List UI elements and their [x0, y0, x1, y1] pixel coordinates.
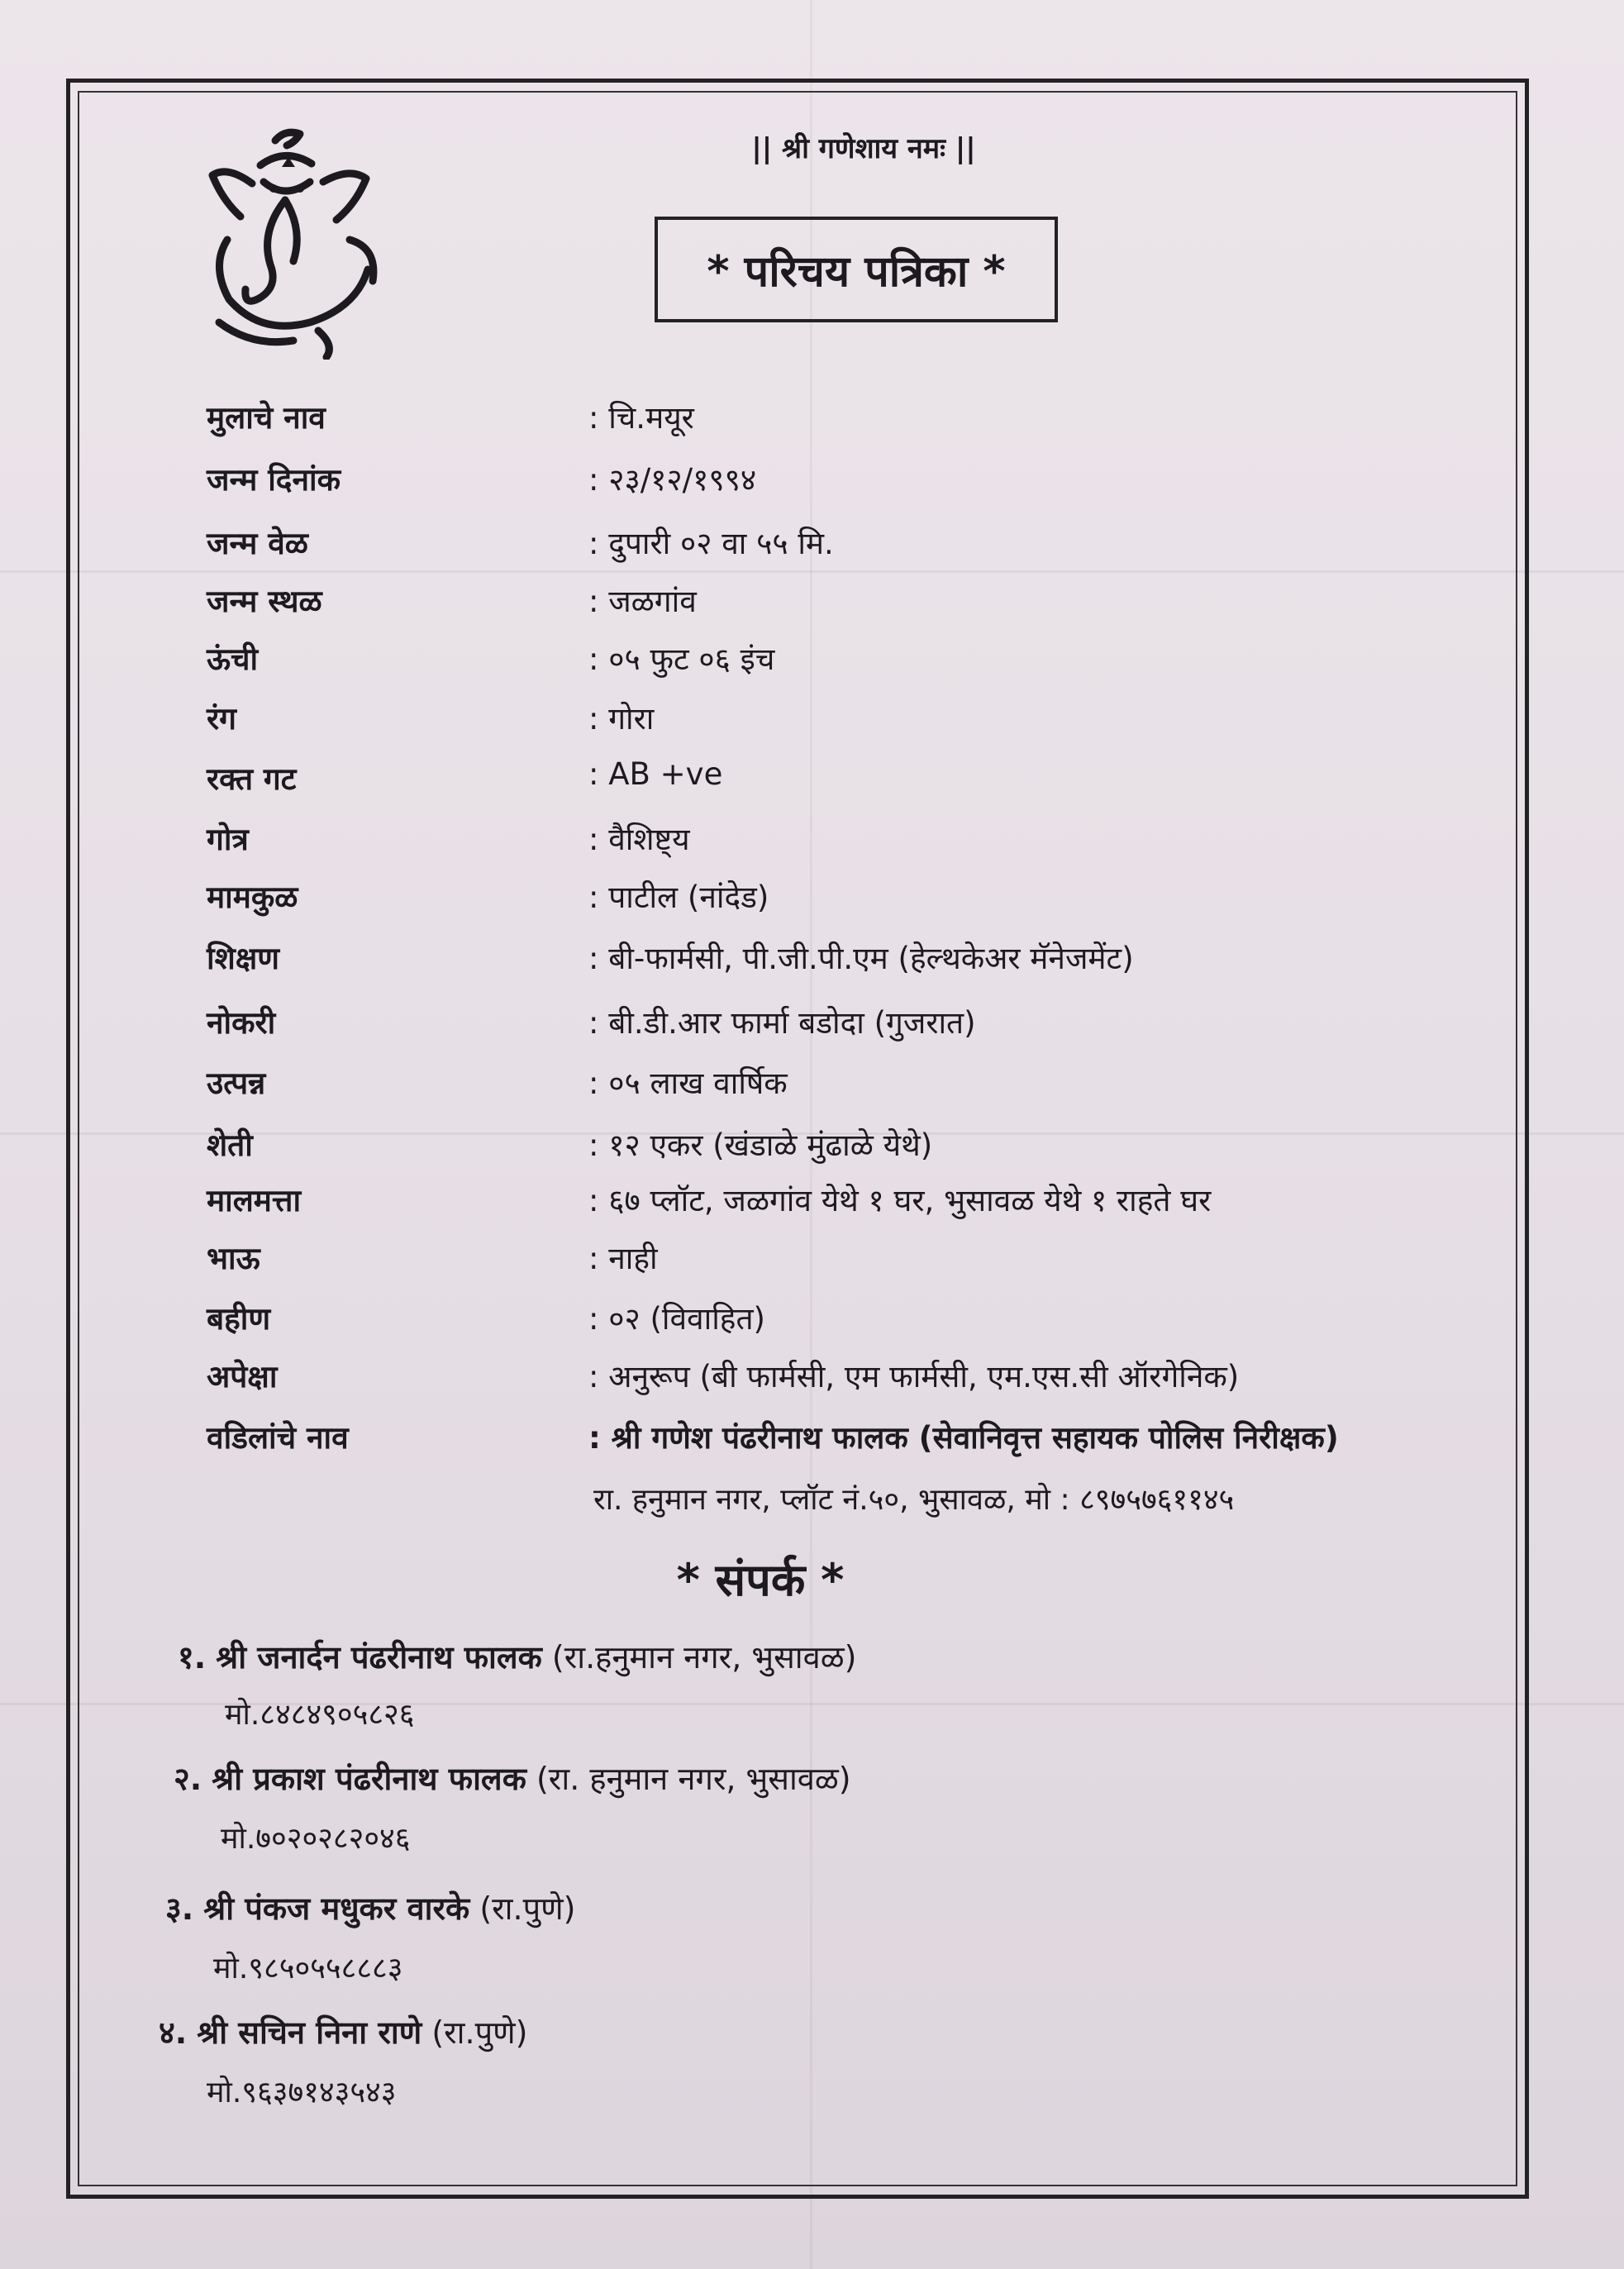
detail-value: : बी-फार्मसी, पी.जी.पी.एम (हेल्थकेअर मॅनेजमेंट): [588, 941, 1134, 976]
detail-label: जन्म स्थळ: [207, 584, 322, 619]
detail-row: [0, 1415, 1624, 1465]
ganesha-logo-icon: [202, 124, 393, 360]
detail-row: [0, 1354, 1624, 1404]
detail-value: : श्री गणेश पंढरीनाथ फालक (सेवानिवृत्त सहायक पोलिस निरीक्षक): [588, 1420, 1339, 1456]
detail-value: : ०५ लाख वार्षिक: [588, 1065, 788, 1101]
detail-value: : दुपारी ०२ वा ५५ मि.: [588, 526, 834, 561]
contact-entry: [165, 1886, 1240, 1929]
detail-row: [0, 817, 1624, 866]
contact-place: (रा.पुणे): [431, 2014, 528, 2051]
detail-label: भाऊ: [207, 1241, 260, 1276]
detail-row: [0, 696, 1624, 746]
detail-label: बहीण: [207, 1301, 271, 1337]
contact-number: ४.: [159, 2014, 188, 2051]
detail-row: [0, 395, 1624, 445]
contact-entry: [159, 2010, 1233, 2053]
detail-row: [0, 936, 1624, 985]
detail-value: : AB +ve: [588, 756, 723, 792]
detail-value: : ०५ फुट ०६ इंच: [588, 641, 775, 677]
contact-entry: [178, 1635, 1252, 1678]
contact-number: १.: [178, 1639, 207, 1676]
detail-label: रंग: [207, 701, 236, 736]
detail-row: [0, 1123, 1624, 1172]
contact-name: श्री पंकज मधुकर वारके: [203, 1890, 470, 1927]
detail-label: शेती: [207, 1127, 253, 1163]
contact-phone: मो.९६३७१४३५४३: [207, 2076, 397, 2109]
detail-value: : चि.मयूर: [588, 400, 694, 436]
detail-label: वडिलांचे नाव: [207, 1420, 349, 1456]
detail-row: [0, 636, 1624, 686]
detail-label: मामकुळ: [207, 879, 298, 915]
contact-phone: मो.८४८४९०५८२६: [225, 1698, 415, 1732]
contact-number: ३.: [165, 1890, 194, 1927]
father-address: रा. हनुमान नगर, प्लॉट नं.५०, भुसावळ, मो : ८९७५७६११४५: [593, 1483, 1235, 1517]
detail-label: मुलाचे नाव: [207, 400, 326, 436]
detail-label: गोत्र: [207, 822, 249, 857]
invocation-text: || श्री गणेशाय नमः ||: [751, 132, 976, 165]
detail-row: [0, 875, 1624, 924]
contact-name: श्री प्रकाश पंढरीनाथ फालक: [212, 1761, 526, 1797]
detail-value: : वैशिष्ट्य: [588, 822, 690, 857]
detail-value: : गोरा: [588, 701, 655, 736]
detail-label: अपेक्षा: [207, 1359, 278, 1394]
detail-row: [0, 1000, 1624, 1050]
detail-row: [0, 457, 1624, 507]
detail-value: : बी.डी.आर फार्मा बडोदा (गुजरात): [588, 1005, 976, 1041]
detail-label: नोकरी: [207, 1005, 276, 1041]
detail-value: : २३/१२/१९९४: [588, 462, 757, 498]
detail-label: शिक्षण: [207, 941, 280, 976]
contact-phone: मो.९८५०५५८८८३: [213, 1952, 403, 1985]
detail-label: मालमत्ता: [207, 1183, 302, 1218]
detail-row: [0, 1178, 1624, 1227]
detail-row: [0, 1061, 1624, 1110]
contact-place: (रा.पुणे): [479, 1890, 576, 1927]
detail-value: : जळगांव: [588, 584, 697, 619]
detail-row: [0, 521, 1624, 570]
contact-number: २.: [174, 1761, 202, 1797]
detail-value: : अनुरूप (बी फार्मसी, एम फार्मसी, एम.एस.सी ऑरगेनिक): [588, 1359, 1240, 1394]
detail-value: : ६७ प्लॉट, जळगांव येथे १ घर, भुसावळ येथे १ राहते घर: [588, 1183, 1212, 1218]
detail-value: : ०२ (विवाहित): [588, 1301, 765, 1337]
detail-label: जन्म वेळ: [207, 526, 308, 561]
detail-row: [0, 1236, 1624, 1285]
detail-value: : १२ एकर (खंडाळे मुंढाळे येथे): [588, 1127, 933, 1163]
detail-row: [0, 756, 1624, 806]
contact-place: (रा.हनुमान नगर, भुसावळ): [551, 1639, 857, 1676]
contact-phone: मो.७०२०२८२०४६: [221, 1822, 411, 1856]
detail-label: उत्पन्न: [207, 1065, 266, 1101]
detail-value: : पाटील (नांदेड): [588, 879, 769, 915]
detail-row: [0, 1296, 1624, 1346]
detail-label: रक्त गट: [207, 761, 297, 797]
contact-heading: * संपर्क *: [676, 1554, 845, 1606]
document-title: * परिचय पत्रिका *: [655, 217, 1058, 322]
detail-value: : नाही: [588, 1241, 658, 1276]
detail-row: [0, 579, 1624, 628]
contact-name: श्री जनार्दन पंढरीनाथ फालक: [216, 1639, 542, 1676]
contact-place: (रा. हनुमान नगर, भुसावळ): [536, 1761, 851, 1797]
detail-label: जन्म दिनांक: [207, 462, 341, 498]
contact-name: श्री सचिन निना राणे: [197, 2014, 422, 2051]
contact-entry: [174, 1757, 1248, 1799]
detail-label: ऊंची: [207, 641, 259, 677]
